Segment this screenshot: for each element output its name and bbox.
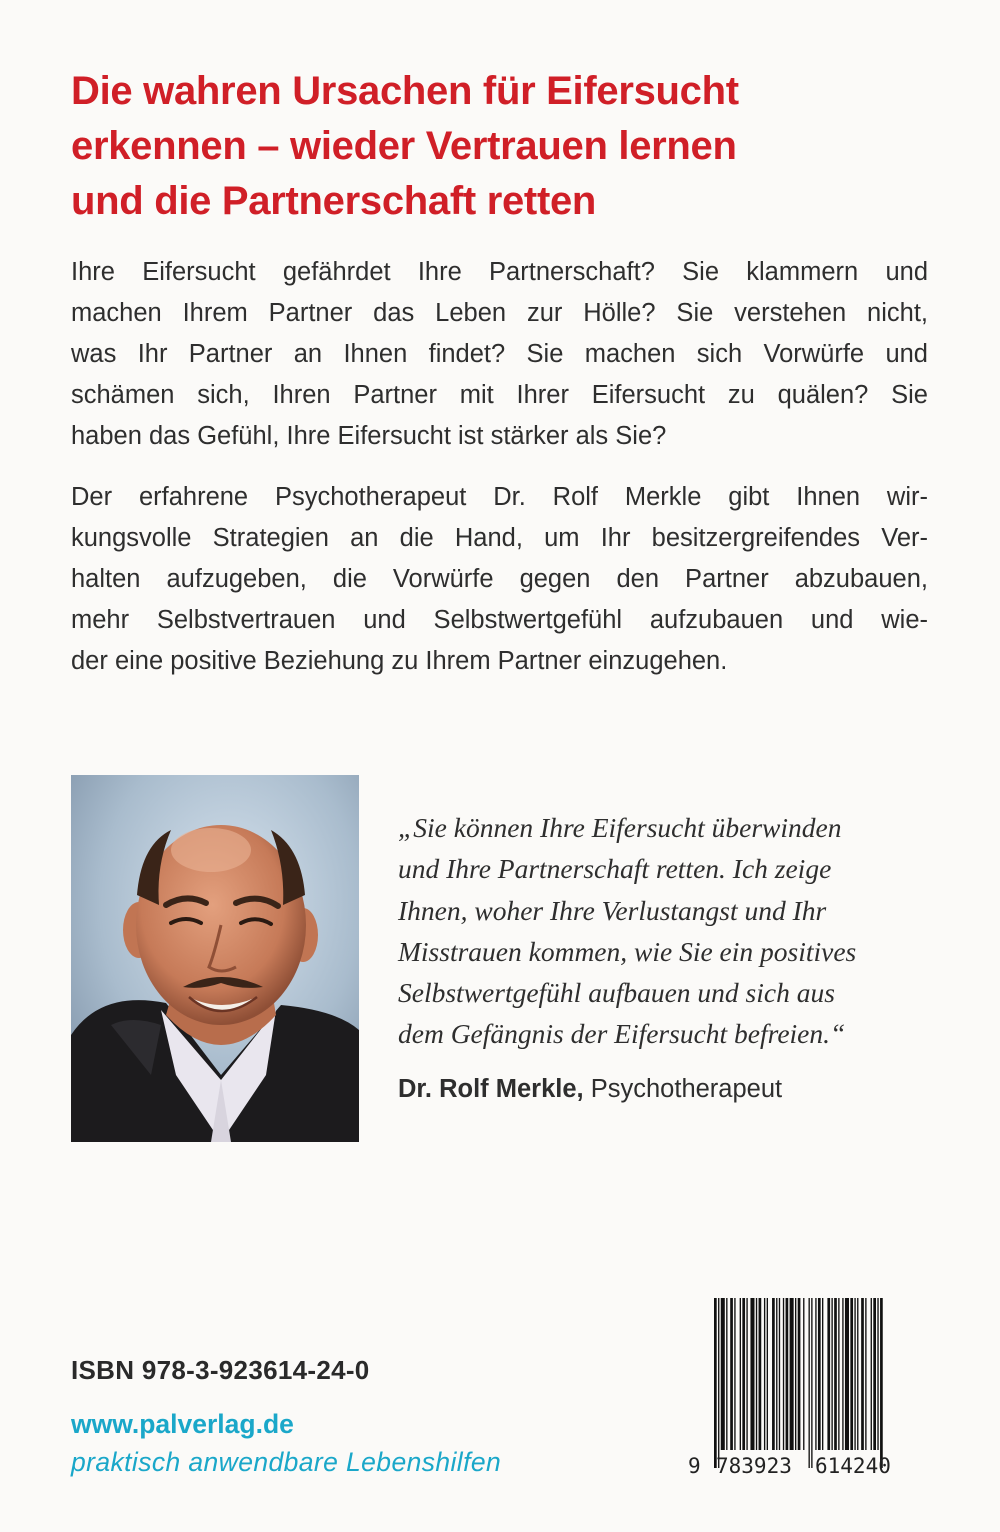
barcode-bar (831, 1298, 832, 1450)
author-portrait (71, 775, 359, 1142)
barcode-bar (871, 1298, 872, 1450)
barcode-bar (845, 1298, 849, 1450)
barcode-bar (865, 1298, 866, 1450)
headline-line: erkennen – wieder Vertrauen lernen (71, 124, 737, 168)
barcode-bar (822, 1298, 823, 1450)
barcode-bar (873, 1298, 876, 1450)
barcode-bar (756, 1298, 757, 1450)
barcode-bar (803, 1298, 804, 1450)
body-line: kungsvolle Strategien an die Hand, um Ihr besitzergreifendes Ver- (71, 524, 928, 552)
quote-line: Selbstwertgefühl aufbauen und sich aus (398, 977, 835, 1009)
intro-line: was Ihr Partner an Ihnen findet? Sie machen sich Vorwürfe und (71, 340, 928, 368)
author-name: Dr. Rolf Merkle, (398, 1075, 584, 1103)
body-line: der eine positive Beziehung zu Ihrem Partner einzugehen. (71, 647, 728, 675)
barcode-bar (721, 1298, 725, 1450)
barcode-bar (746, 1298, 747, 1450)
intro-paragraph (71, 252, 928, 457)
quote-line: Misstrauen kommen, wie Sie ein positives (398, 935, 857, 967)
barcode-bar (779, 1298, 780, 1450)
barcode-bar (877, 1298, 878, 1450)
isbn: ISBN 978-3-923614-24-0 (71, 1355, 370, 1385)
barcode-bar (776, 1298, 777, 1450)
barcode-bar (790, 1298, 794, 1450)
barcode-bar (857, 1298, 858, 1450)
barcode-bar (815, 1298, 816, 1450)
headline-line: und die Partnerschaft retten (71, 179, 597, 223)
body-line: mehr Selbstvertrauen und Selbstwertgefühl aufzubauen und wie- (71, 606, 928, 634)
headline-line: Die wahren Ursachen für Eifersucht (71, 69, 739, 113)
body-line: Der erfahrene Psychotherapeut Dr. Rolf Merkle gibt Ihnen wir- (71, 483, 928, 511)
barcode-bar (759, 1298, 762, 1450)
headline (71, 64, 931, 229)
barcode-bar (750, 1298, 754, 1450)
barcode-bar (827, 1298, 830, 1450)
barcode-digits-left: 783923 (716, 1454, 792, 1478)
quote-line: dem Gefängnis der Eifersucht befreien.“ (398, 1018, 846, 1050)
publisher-tagline: praktisch anwendbare Lebenshilfen (71, 1447, 502, 1477)
intro-line: Ihre Eifersucht gefährdet Ihre Partnerschaft? Sie klammern und (71, 258, 928, 286)
quote-line: und Ihre Partnerschaft retten. Ich zeige (398, 853, 832, 885)
barcode-bar (818, 1298, 821, 1450)
barcode-bar (764, 1298, 765, 1450)
barcode-bar (767, 1298, 768, 1450)
intro-line: haben das Gefühl, Ihre Eifersucht ist stärker als Sie? (71, 422, 667, 450)
author-quote (398, 807, 938, 1055)
barcode-bars (714, 1298, 883, 1468)
author-role: Psychotherapeut (590, 1075, 783, 1103)
intro-line: machen Ihrem Partner das Leben zur Hölle? Sie verstehen nicht, (71, 299, 928, 327)
barcode-bar (850, 1298, 853, 1450)
barcode-bar (809, 1298, 810, 1468)
barcode-bar (798, 1298, 801, 1450)
publisher-website[interactable]: www.palverlag.de (71, 1409, 294, 1439)
barcode-bar (795, 1298, 796, 1450)
quote-line: „Sie können Ihre Eifersucht überwinden (398, 812, 842, 843)
barcode-bar (740, 1298, 741, 1450)
barcode-bar (786, 1298, 789, 1450)
body-line: halten aufzugeben, die Vorwürfe gegen den Partner abzubauen, (71, 565, 928, 593)
barcode-bar (783, 1298, 784, 1450)
barcode-bar (734, 1298, 735, 1450)
body-paragraph (71, 477, 928, 682)
barcode-bar (811, 1298, 812, 1468)
isbn-barcode (688, 1298, 930, 1484)
barcode-bar (861, 1298, 864, 1450)
barcode-bar (730, 1298, 733, 1450)
barcode-bar (838, 1298, 839, 1450)
barcode-bar (742, 1298, 745, 1450)
barcode-bar (726, 1298, 727, 1450)
barcode-bar (714, 1298, 717, 1468)
barcode-bar (880, 1298, 883, 1468)
barcode-bar (842, 1298, 843, 1450)
barcode-bar (854, 1298, 855, 1450)
barcode-bar (772, 1298, 775, 1450)
barcode-digit-lead: 9 (688, 1454, 701, 1478)
intro-line: schämen sich, Ihren Partner mit Ihrer Eifersucht zu quälen? Sie (71, 381, 928, 409)
quote-attribution (398, 1071, 782, 1107)
barcode-bar (718, 1298, 719, 1468)
barcode-digits-right: 614240 (815, 1454, 891, 1478)
quote-line: Ihnen, woher Ihre Verlustangst und Ihr (398, 894, 827, 926)
barcode-bar (834, 1298, 837, 1450)
